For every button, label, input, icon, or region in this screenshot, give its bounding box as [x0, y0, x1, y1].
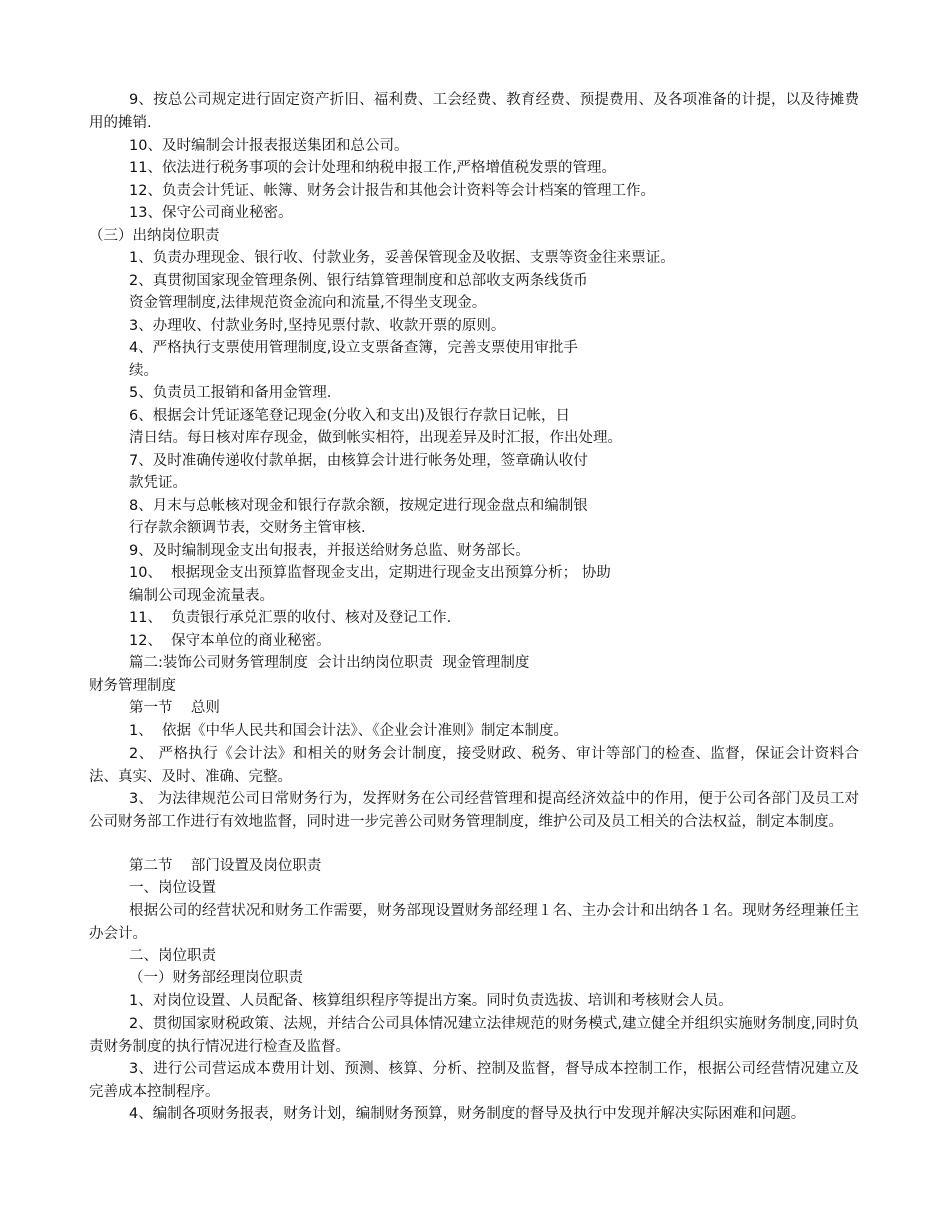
- text-line: 9、及时编制现金支出旬报表，并报送给财务总监、财务部长。: [129, 543, 530, 559]
- section-heading-cashier-duties: （三）出纳岗位职责: [89, 228, 220, 244]
- text-line: 13、保守公司商业秘密。: [129, 205, 293, 221]
- paragraph-fixed-asset-depreciation: 9、按总公司规定进行固定资产折旧、福利费、工会经费、教育经费、预提费用、及各项准备的计提，以及待摊费用的摊销.: [89, 92, 859, 131]
- text-line: 10、及时编制会计报表报送集团和总公司。: [129, 138, 409, 154]
- part-two-heading: 篇二:装饰公司财务管理制度 会计出纳岗位职责 现金管理制度: [129, 655, 530, 671]
- section-heading-general-rules: 第一节 总则: [129, 700, 220, 716]
- text-line: 8、月末与总帐核对现金和银行存款余额，按规定进行现金盘点和编制银: [129, 498, 588, 514]
- text-line: 3、办理收、付款业务时,坚持见票付款、收款开票的原则。: [129, 318, 506, 334]
- text-line: 资金管理制度,法律规范资金流向和流量,不得坐支现金。: [129, 295, 487, 311]
- text-line: 款凭证。: [129, 475, 187, 491]
- text-line: 行存款余额调节表，交财务主管审核.: [129, 520, 366, 536]
- text-line: 1、负责办理现金、银行收、付款业务，妥善保管现金及收据、支票等资金往来票证。: [129, 250, 675, 266]
- text-line: 11、 负责银行承兑汇票的收付、核对及登记工作.: [129, 610, 452, 626]
- paragraph-finance-policy: 2、贯彻国家财税政策、法规，并结合公司具体情况建立法律规范的财务模式,建立健全并组织实施财务制度,同时负责财务制度的执行情况进行检查及监督。: [89, 1016, 859, 1055]
- text-line: 12、 保守本单位的商业秘密。: [129, 633, 331, 649]
- text-line: 1、对岗位设置、人员配备、核算组织程序等提出方案。同时负责选拔、培训和考核财会人员。: [129, 993, 733, 1009]
- section-heading-department-setup: 第二节 部门设置及岗位职责: [129, 858, 322, 874]
- text-line: 12、负责会计凭证、帐簿、财务会计报告和其他会计资料等会计档案的管理工作。: [129, 183, 655, 199]
- text-line: 10、 根据现金支出预算监督现金支出，定期进行现金支出预算分析； 协助: [129, 565, 611, 581]
- text-line: 续。: [129, 363, 158, 379]
- text-line: 7、及时准确传递收付款单据，由核算会计进行帐务处理，签章确认收付: [129, 453, 588, 469]
- text-line: 4、严格执行支票使用管理制度,设立支票备查簿，完善支票使用审批手: [129, 340, 578, 356]
- subheading-position-setup: 一、岗位设置: [129, 880, 216, 896]
- paragraph-accounting-law: 2、 严格执行《会计法》和相关的财务会计制度，接受财政、税务、审计等部门的检查、监督，保证会计资料合法、真实、及时、准确、完整。: [89, 746, 859, 785]
- document-title: 财务管理制度: [89, 678, 176, 694]
- text-line: 1、 依据《中华人民共和国会计法》、《企业会计准则》制定本制度。: [129, 723, 568, 739]
- paragraph-cost-control: 3、进行公司营运成本费用计划、预测、核算、分析、控制及监督，督导成本控制工作，根据公司经营情况建立及完善成本控制程序。: [89, 1061, 859, 1100]
- paragraph-purpose: 3、 为法律规范公司日常财务行为，发挥财务在公司经营管理和提高经济效益中的作用，便于公司各部门及员工对公司财务部工作进行有效地监督，同时进一步完善公司财务管理制度，维护公司及员工相关的合法权益，制定本制度。: [89, 791, 859, 830]
- text-line: 11、依法进行税务事项的会计处理和纳税申报工作,严格增值税发票的管理。: [129, 160, 617, 176]
- text-line: 6、根据会计凭证逐笔登记现金(分收入和支出)及银行存款日记帐，日: [129, 408, 571, 424]
- text-line: 清日结。每日核对库存现金，做到帐实相符，出现差异及时汇报，作出处理。: [129, 430, 622, 446]
- subheading-finance-manager-duties: （一）财务部经理岗位职责: [129, 970, 303, 986]
- text-line: 编制公司现金流量表。: [129, 588, 274, 604]
- text-line: 5、负责员工报销和备用金管理.: [129, 385, 332, 401]
- paragraph-financial-reports: 4、编制各项财务报表，财务计划，编制财务预算，财务制度的督导及执行中发现并解决实际困难和问题。: [129, 1106, 806, 1122]
- subheading-position-duties: 二、岗位职责: [129, 948, 216, 964]
- paragraph-staffing: 根据公司的经营状况和财务工作需要，财务部现设置财务部经理１名、主办会计和出纳各１名。现财务经理兼任主办会计。: [89, 903, 859, 942]
- text-line: 2、真贯彻国家现金管理条例、银行结算管理制度和总部收支两条线货币: [129, 273, 588, 289]
